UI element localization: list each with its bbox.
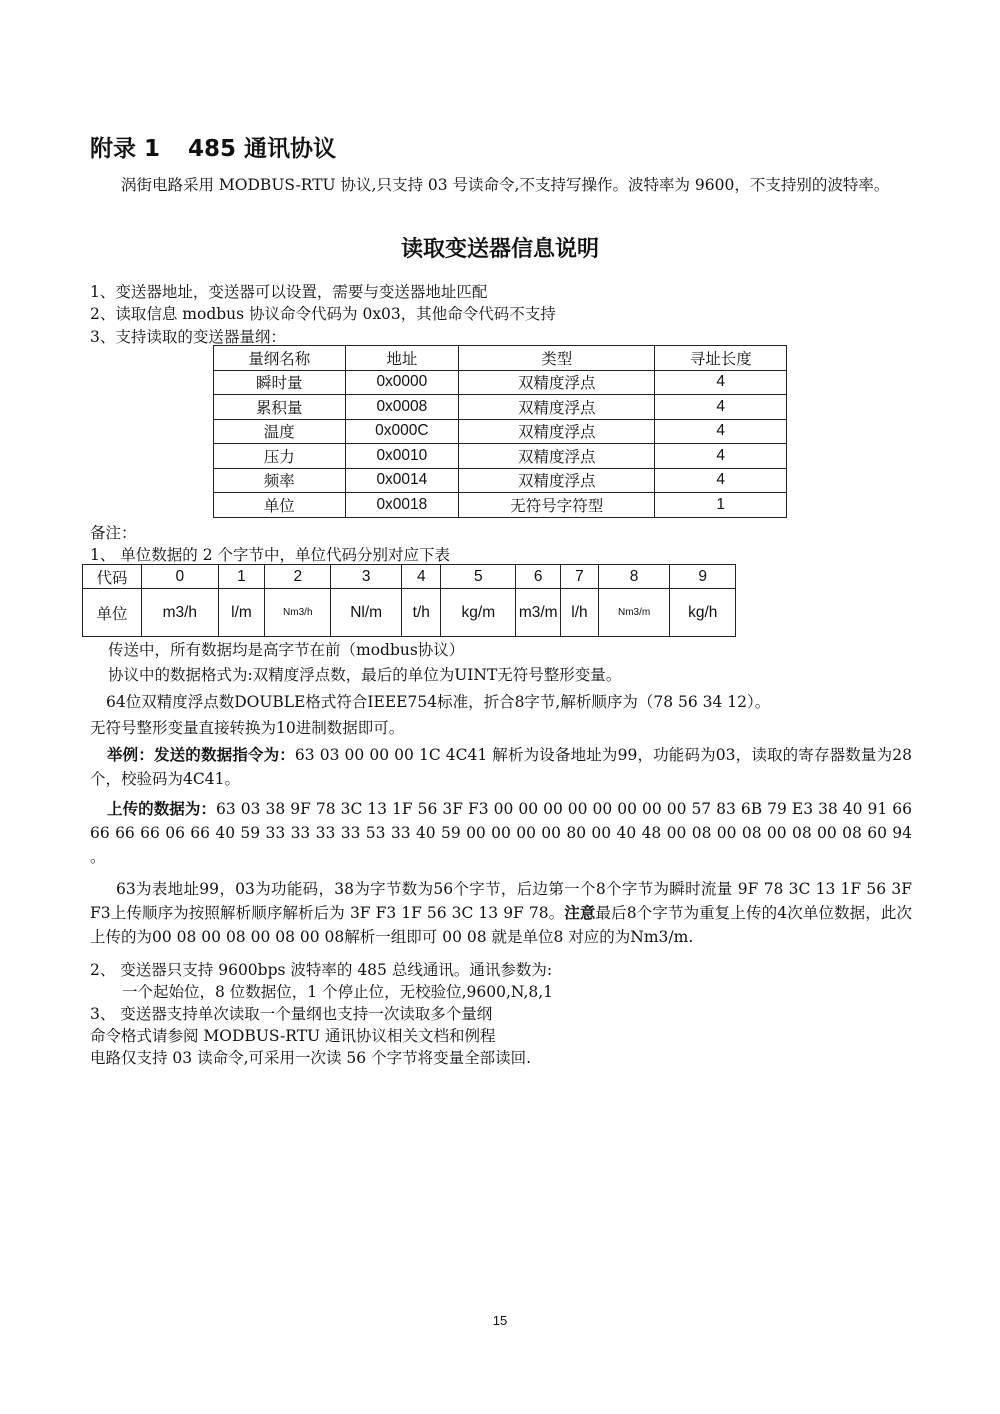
para-example-send bbox=[90, 743, 912, 791]
table-cell: 瞬时量 bbox=[214, 370, 346, 395]
table-cell: 温度 bbox=[214, 419, 346, 444]
table-row bbox=[214, 370, 787, 395]
parse-explain-a: 63为表地址99，03为功能码，38为字节数为56个字节，后边第一个8个字节为瞬时流量 9F 78 3C 13 1F 56 3F F3上传顺序为按照解析顺序解析后为 3F F3 1F 56 3C 13 9F 78。 bbox=[90, 880, 912, 922]
table-cell: 4 bbox=[655, 468, 787, 493]
table-cell: 双精度浮点 bbox=[459, 395, 655, 420]
para-uint-convert: 无符号整形变量直接转换为10进制数据即可。 bbox=[90, 719, 405, 737]
table-cell: 0x0008 bbox=[345, 395, 459, 420]
list-item-3: 3、支持读取的变送器量纲： bbox=[90, 328, 286, 346]
para-parse-explain bbox=[90, 877, 912, 949]
table-row bbox=[214, 395, 787, 420]
unit-row bbox=[83, 589, 736, 637]
unit-cell: kg/m bbox=[441, 589, 516, 637]
table-cell: 单位 bbox=[214, 493, 346, 518]
section-title: 读取变送器信息说明 bbox=[400, 237, 599, 262]
list-item-multi-read: 3、 变送器支持单次读取一个量纲也支持一次读取多个量纲 bbox=[90, 1005, 493, 1023]
para-data-format: 协议中的数据格式为:双精度浮点数，最后的单位为UINT无符号整形变量。 bbox=[108, 666, 622, 684]
table-cell: 4 bbox=[655, 395, 787, 420]
table-cell: 无符号字符型 bbox=[459, 493, 655, 518]
example-upload-hex: 63 03 38 9F 78 3C 13 1F 56 3F F3 00 00 00 00 00 00 00 00 57 83 6B 79 E3 38 40 91 66 66 66 66 06 66 40 59 33 33 33 33 53 33 40 59 00 00 00 00 80 00 40 48 00 08 00 08 00 08 00 08 60 94 。 bbox=[90, 800, 912, 866]
table-header-cell: 量纲名称 bbox=[214, 346, 346, 371]
table-header-row bbox=[214, 346, 787, 371]
example-send-text: 63 03 00 00 00 1C 4C41 解析为设备地址为99，功能码为03，读取的寄存器数量为28个，校验码为4C41。 bbox=[90, 746, 912, 788]
unit-cell: Nm3/m bbox=[598, 589, 670, 637]
table-cell: 0x0000 bbox=[345, 370, 459, 395]
example-send-label: 举例：发送的数据指令为： bbox=[107, 745, 295, 764]
table-cell: 累积量 bbox=[214, 395, 346, 420]
unit-cell: m3/m bbox=[516, 589, 561, 637]
code-cell: 7 bbox=[561, 565, 599, 589]
appendix-number: 附录 1 bbox=[90, 136, 161, 162]
appendix-heading bbox=[90, 130, 336, 163]
code-cell: 6 bbox=[516, 565, 561, 589]
code-row bbox=[83, 565, 736, 589]
code-label-cell: 代码 bbox=[83, 565, 142, 589]
code-cell: 2 bbox=[265, 565, 331, 589]
table-cell: 双精度浮点 bbox=[459, 370, 655, 395]
unit-cell: Nl/m bbox=[331, 589, 402, 637]
circuit-note: 电路仅支持 03 读命令,可采用一次读 56 个字节将变量全部读回. bbox=[90, 1049, 532, 1067]
dimension-table bbox=[213, 345, 787, 518]
appendix-title: 485 通讯协议 bbox=[188, 136, 337, 162]
table-header-cell: 类型 bbox=[459, 346, 655, 371]
unit-cell: t/h bbox=[402, 589, 441, 637]
table-row bbox=[214, 444, 787, 469]
table-cell: 1 bbox=[655, 493, 787, 518]
unit-label-cell: 单位 bbox=[83, 589, 142, 637]
page-number: 15 bbox=[492, 1313, 508, 1328]
table-cell: 4 bbox=[655, 444, 787, 469]
code-cell: 8 bbox=[598, 565, 670, 589]
unit-code-table bbox=[82, 564, 736, 637]
comm-params: 一个起始位，8 位数据位，1 个停止位，无校验位,9600,N,8,1 bbox=[122, 983, 554, 1001]
table-cell: 0x0010 bbox=[345, 444, 459, 469]
code-cell: 1 bbox=[218, 565, 265, 589]
table-cell: 双精度浮点 bbox=[459, 419, 655, 444]
cmd-reference: 命令格式请参阅 MODBUS-RTU 通讯协议相关文档和例程 bbox=[90, 1027, 496, 1045]
table-header-cell: 寻址长度 bbox=[655, 346, 787, 371]
notes-label: 备注： bbox=[90, 524, 137, 542]
table-cell: 0x000C bbox=[345, 419, 459, 444]
table-cell: 双精度浮点 bbox=[459, 468, 655, 493]
code-cell: 5 bbox=[441, 565, 516, 589]
code-cell: 3 bbox=[331, 565, 402, 589]
appendix-intro: 涡街电路采用 MODBUS-RTU 协议,只支持 03 号读命令,不支持写操作。波特率为 9600，不支持别的波特率。 bbox=[121, 176, 890, 194]
para-example-upload bbox=[90, 797, 912, 869]
unit-cell: kg/h bbox=[670, 589, 736, 637]
table-cell: 0x0014 bbox=[345, 468, 459, 493]
table-cell: 0x0018 bbox=[345, 493, 459, 518]
code-cell: 9 bbox=[670, 565, 736, 589]
table-row bbox=[214, 468, 787, 493]
note-1: 1、 单位数据的 2 个字节中，单位代码分别对应下表 bbox=[90, 546, 451, 564]
code-cell: 0 bbox=[142, 565, 219, 589]
unit-cell: Nm3/h bbox=[265, 589, 331, 637]
parse-explain-b: 最后8个字节为重复上传的4次单位数据，此次上传的为00 08 00 08 00 08 00 08解析一组即可 00 08 就是单位8 对应的为Nm3/m. bbox=[90, 904, 912, 946]
example-upload-label: 上传的数据为： bbox=[107, 799, 217, 818]
table-cell: 4 bbox=[655, 370, 787, 395]
unit-cell: l/m bbox=[218, 589, 265, 637]
table-cell: 4 bbox=[655, 419, 787, 444]
list-item-2: 2、读取信息 modbus 协议命令代码为 0x03，其他命令代码不支持 bbox=[90, 305, 556, 323]
table-row bbox=[214, 419, 787, 444]
unit-cell: m3/h bbox=[142, 589, 219, 637]
table-cell: 双精度浮点 bbox=[459, 444, 655, 469]
table-header-cell: 地址 bbox=[345, 346, 459, 371]
table-row bbox=[214, 493, 787, 518]
para-byte-order: 传送中，所有数据均是高字节在前（modbus协议） bbox=[108, 641, 465, 659]
code-cell: 4 bbox=[402, 565, 441, 589]
table-cell: 频率 bbox=[214, 468, 346, 493]
unit-cell: l/h bbox=[561, 589, 599, 637]
parse-note-label: 注意 bbox=[564, 903, 596, 922]
table-cell: 压力 bbox=[214, 444, 346, 469]
list-item-baud: 2、 变送器只支持 9600bps 波特率的 485 总线通讯。通讯参数为: bbox=[90, 961, 553, 979]
list-item-1: 1、变送器地址，变送器可以设置，需要与变送器地址匹配 bbox=[90, 283, 488, 301]
para-double-format: 64位双精度浮点数DOUBLE格式符合IEEE754标准，折合8字节,解析顺序为（78 56 34 12）。 bbox=[106, 693, 771, 711]
